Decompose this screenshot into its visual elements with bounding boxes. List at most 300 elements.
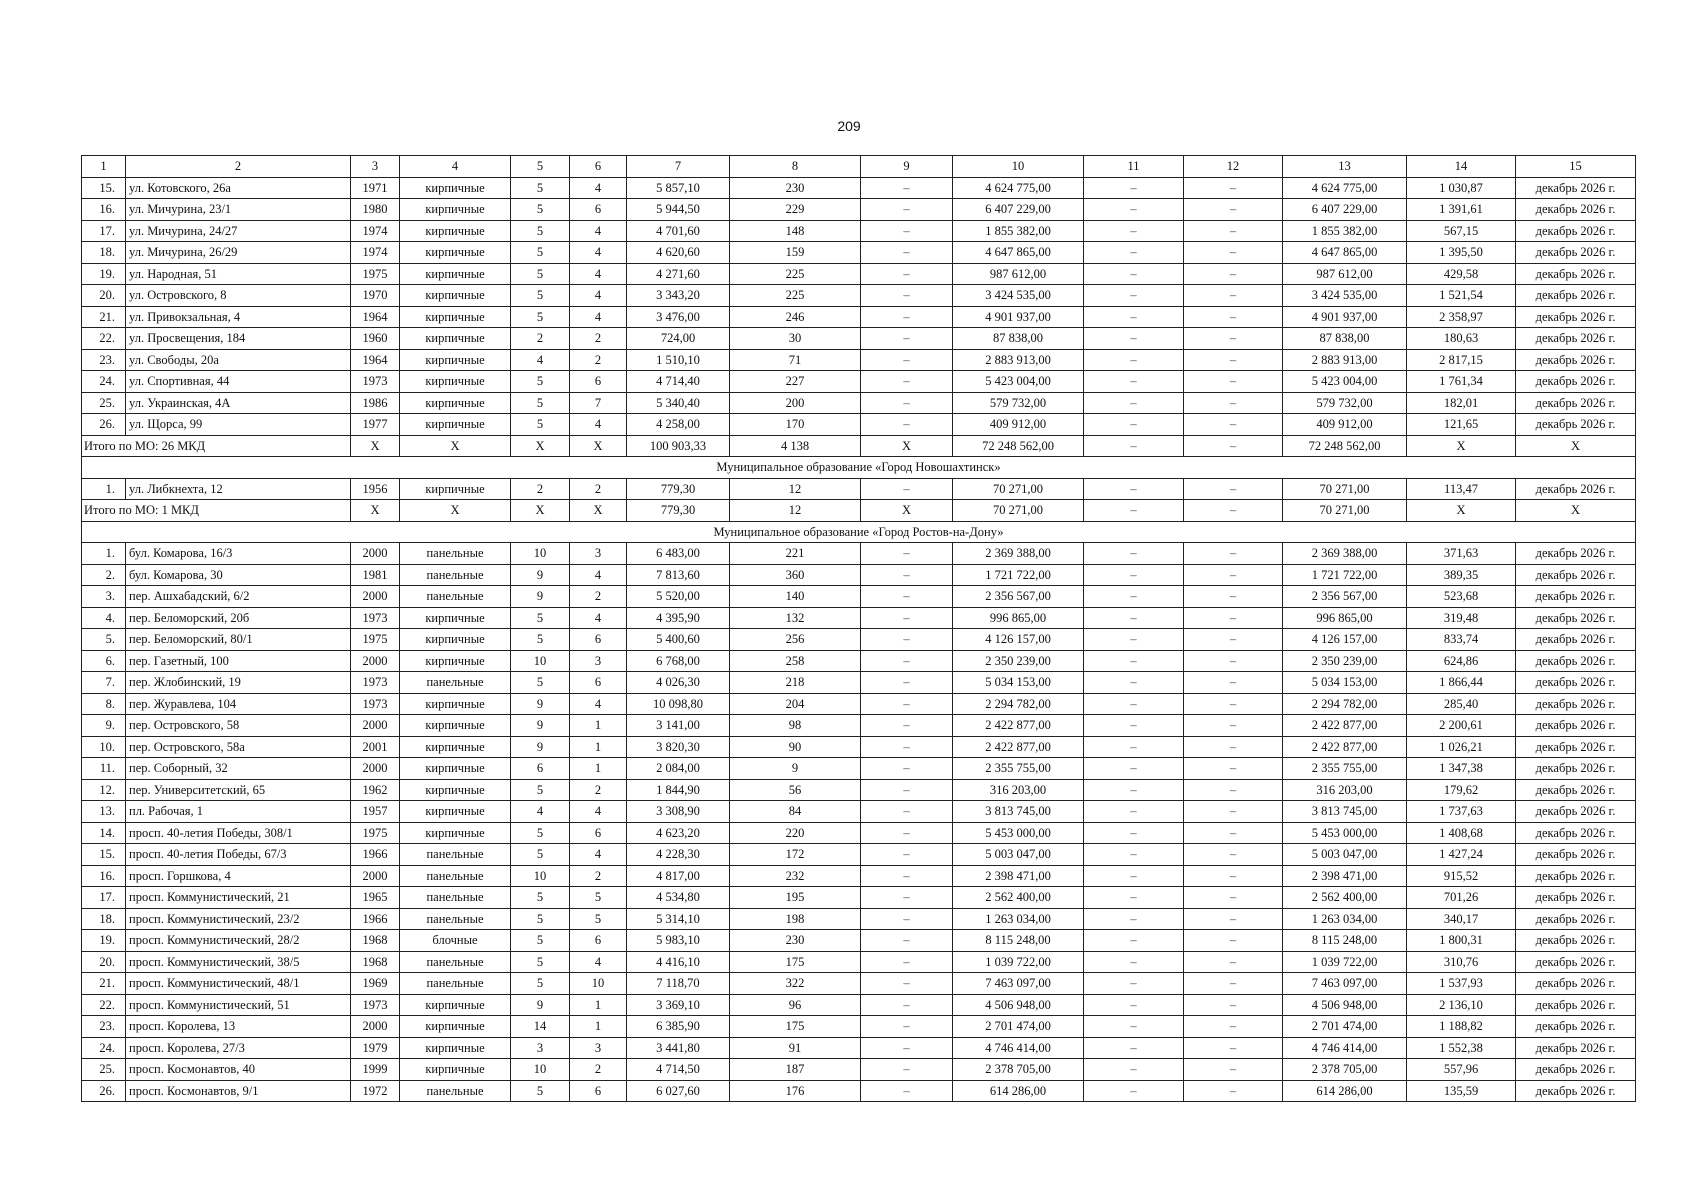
- year-built-cell: 1973: [351, 672, 400, 694]
- column-number-cell: 12: [1184, 156, 1283, 178]
- cost-col-9-cell: –: [861, 629, 953, 651]
- unit-cost-cell: 1 188,82: [1407, 1016, 1516, 1038]
- unit-cost-cell: 1 030,87: [1407, 177, 1516, 199]
- cost-col-12-cell: –: [1184, 199, 1283, 221]
- residents-cell: 230: [730, 177, 861, 199]
- table-row: [82, 672, 1636, 694]
- address-cell: ул. Народная, 51: [126, 263, 351, 285]
- cost-col-12-cell: –: [1184, 672, 1283, 694]
- address-cell: бул. Комарова, 30: [126, 564, 351, 586]
- total-cell: –: [1184, 500, 1283, 522]
- cost-col-11-cell: –: [1084, 779, 1184, 801]
- floors-cell: 5: [511, 242, 570, 264]
- deadline-cell: декабрь 2026 г.: [1516, 865, 1636, 887]
- deadline-cell: декабрь 2026 г.: [1516, 478, 1636, 500]
- wall-material-cell: кирпичные: [400, 607, 511, 629]
- address-cell: пер. Соборный, 32: [126, 758, 351, 780]
- row-index-cell: 5.: [82, 629, 126, 651]
- entrances-cell: 4: [570, 607, 627, 629]
- residents-cell: 204: [730, 693, 861, 715]
- total-area-cell: 3 820,30: [627, 736, 730, 758]
- table-row: [82, 263, 1636, 285]
- residents-cell: 175: [730, 1016, 861, 1038]
- residents-cell: 198: [730, 908, 861, 930]
- column-number-cell: 4: [400, 156, 511, 178]
- deadline-cell: декабрь 2026 г.: [1516, 285, 1636, 307]
- cost-total-cell: 2 701 474,00: [953, 1016, 1084, 1038]
- cost-col-11-cell: –: [1084, 650, 1184, 672]
- entrances-cell: 6: [570, 199, 627, 221]
- total-area-cell: 5 857,10: [627, 177, 730, 199]
- cost-col-9-cell: –: [861, 951, 953, 973]
- residents-cell: 187: [730, 1059, 861, 1081]
- wall-material-cell: кирпичные: [400, 199, 511, 221]
- cost-col-13-cell: 2 369 388,00: [1283, 543, 1407, 565]
- cost-total-cell: 316 203,00: [953, 779, 1084, 801]
- floors-cell: 5: [511, 629, 570, 651]
- wall-material-cell: панельные: [400, 844, 511, 866]
- unit-cost-cell: 1 347,38: [1407, 758, 1516, 780]
- year-built-cell: 1999: [351, 1059, 400, 1081]
- total-area-cell: 3 441,80: [627, 1037, 730, 1059]
- unit-cost-cell: 1 800,31: [1407, 930, 1516, 952]
- floors-cell: 5: [511, 392, 570, 414]
- cost-total-cell: 1 721 722,00: [953, 564, 1084, 586]
- wall-material-cell: кирпичные: [400, 414, 511, 436]
- cost-col-9-cell: –: [861, 994, 953, 1016]
- cost-col-11-cell: –: [1084, 199, 1184, 221]
- cost-col-11-cell: –: [1084, 478, 1184, 500]
- total-cell: Х: [400, 500, 511, 522]
- cost-total-cell: 2 369 388,00: [953, 543, 1084, 565]
- table-row: [82, 715, 1636, 737]
- wall-material-cell: панельные: [400, 1080, 511, 1102]
- row-index-cell: 16.: [82, 865, 126, 887]
- address-cell: просп. Коммунистический, 28/2: [126, 930, 351, 952]
- unit-cost-cell: 557,96: [1407, 1059, 1516, 1081]
- entrances-cell: 3: [570, 1037, 627, 1059]
- cost-total-cell: 2 356 567,00: [953, 586, 1084, 608]
- cost-col-9-cell: –: [861, 693, 953, 715]
- address-cell: пер. Островского, 58: [126, 715, 351, 737]
- cost-col-12-cell: –: [1184, 607, 1283, 629]
- cost-col-13-cell: 2 422 877,00: [1283, 715, 1407, 737]
- wall-material-cell: кирпичные: [400, 242, 511, 264]
- cost-col-12-cell: –: [1184, 1016, 1283, 1038]
- cost-total-cell: 4 506 948,00: [953, 994, 1084, 1016]
- table-row: [82, 801, 1636, 823]
- table-row: [82, 607, 1636, 629]
- floors-cell: 4: [511, 349, 570, 371]
- unit-cost-cell: 1 391,61: [1407, 199, 1516, 221]
- entrances-cell: 1: [570, 1016, 627, 1038]
- total-area-cell: 3 343,20: [627, 285, 730, 307]
- wall-material-cell: кирпичные: [400, 349, 511, 371]
- total-area-cell: 3 308,90: [627, 801, 730, 823]
- row-index-cell: 7.: [82, 672, 126, 694]
- column-number-cell: 15: [1516, 156, 1636, 178]
- cost-col-11-cell: –: [1084, 1016, 1184, 1038]
- row-index-cell: 24.: [82, 371, 126, 393]
- address-cell: пер. Беломорский, 20б: [126, 607, 351, 629]
- cost-col-11-cell: –: [1084, 951, 1184, 973]
- entrances-cell: 4: [570, 220, 627, 242]
- total-area-cell: 7 118,70: [627, 973, 730, 995]
- residents-cell: 90: [730, 736, 861, 758]
- housing-table: [81, 155, 1636, 1102]
- deadline-cell: декабрь 2026 г.: [1516, 887, 1636, 909]
- deadline-cell: декабрь 2026 г.: [1516, 263, 1636, 285]
- total-row: [82, 435, 1636, 457]
- row-index-cell: 15.: [82, 177, 126, 199]
- unit-cost-cell: 319,48: [1407, 607, 1516, 629]
- cost-total-cell: 987 612,00: [953, 263, 1084, 285]
- cost-col-11-cell: –: [1084, 349, 1184, 371]
- year-built-cell: 1977: [351, 414, 400, 436]
- cost-col-12-cell: –: [1184, 414, 1283, 436]
- cost-col-9-cell: –: [861, 564, 953, 586]
- cost-col-9-cell: –: [861, 328, 953, 350]
- entrances-cell: 6: [570, 672, 627, 694]
- cost-col-11-cell: –: [1084, 973, 1184, 995]
- floors-cell: 4: [511, 801, 570, 823]
- entrances-cell: 3: [570, 543, 627, 565]
- entrances-cell: 4: [570, 285, 627, 307]
- cost-col-12-cell: –: [1184, 242, 1283, 264]
- cost-total-cell: 5 453 000,00: [953, 822, 1084, 844]
- row-index-cell: 18.: [82, 908, 126, 930]
- entrances-cell: 3: [570, 650, 627, 672]
- wall-material-cell: кирпичные: [400, 306, 511, 328]
- wall-material-cell: панельные: [400, 951, 511, 973]
- cost-col-13-cell: 3 813 745,00: [1283, 801, 1407, 823]
- wall-material-cell: блочные: [400, 930, 511, 952]
- cost-col-13-cell: 614 286,00: [1283, 1080, 1407, 1102]
- total-cell: Х: [400, 435, 511, 457]
- floors-cell: 5: [511, 672, 570, 694]
- cost-col-9-cell: –: [861, 1037, 953, 1059]
- deadline-cell: декабрь 2026 г.: [1516, 758, 1636, 780]
- total-area-cell: 2 084,00: [627, 758, 730, 780]
- entrances-cell: 6: [570, 822, 627, 844]
- total-cell: Х: [861, 435, 953, 457]
- entrances-cell: 6: [570, 629, 627, 651]
- deadline-cell: декабрь 2026 г.: [1516, 1059, 1636, 1081]
- wall-material-cell: панельные: [400, 908, 511, 930]
- row-index-cell: 22.: [82, 994, 126, 1016]
- column-number-cell: 14: [1407, 156, 1516, 178]
- residents-cell: 176: [730, 1080, 861, 1102]
- year-built-cell: 1956: [351, 478, 400, 500]
- row-index-cell: 8.: [82, 693, 126, 715]
- cost-total-cell: 1 039 722,00: [953, 951, 1084, 973]
- row-index-cell: 17.: [82, 220, 126, 242]
- floors-cell: 5: [511, 951, 570, 973]
- row-index-cell: 23.: [82, 1016, 126, 1038]
- residents-cell: 322: [730, 973, 861, 995]
- residents-cell: 9: [730, 758, 861, 780]
- cost-col-12-cell: –: [1184, 693, 1283, 715]
- address-cell: ул. Привокзальная, 4: [126, 306, 351, 328]
- table-row: [82, 994, 1636, 1016]
- floors-cell: 2: [511, 478, 570, 500]
- year-built-cell: 1975: [351, 822, 400, 844]
- table-row: [82, 1059, 1636, 1081]
- row-index-cell: 16.: [82, 199, 126, 221]
- total-area-cell: 6 027,60: [627, 1080, 730, 1102]
- wall-material-cell: кирпичные: [400, 328, 511, 350]
- residents-cell: 71: [730, 349, 861, 371]
- wall-material-cell: кирпичные: [400, 629, 511, 651]
- entrances-cell: 4: [570, 414, 627, 436]
- total-area-cell: 4 416,10: [627, 951, 730, 973]
- address-cell: просп. Горшкова, 4: [126, 865, 351, 887]
- cost-col-13-cell: 2 356 567,00: [1283, 586, 1407, 608]
- cost-total-cell: 4 901 937,00: [953, 306, 1084, 328]
- residents-cell: 200: [730, 392, 861, 414]
- cost-col-11-cell: –: [1084, 220, 1184, 242]
- unit-cost-cell: 915,52: [1407, 865, 1516, 887]
- column-number-cell: 9: [861, 156, 953, 178]
- column-number-cell: 1: [82, 156, 126, 178]
- deadline-cell: декабрь 2026 г.: [1516, 736, 1636, 758]
- entrances-cell: 2: [570, 865, 627, 887]
- total-cell: 100 903,33: [627, 435, 730, 457]
- cost-col-13-cell: 3 424 535,00: [1283, 285, 1407, 307]
- residents-cell: 246: [730, 306, 861, 328]
- address-cell: ул. Щорса, 99: [126, 414, 351, 436]
- cost-col-9-cell: –: [861, 887, 953, 909]
- year-built-cell: 2000: [351, 1016, 400, 1038]
- entrances-cell: 4: [570, 801, 627, 823]
- table-row: [82, 392, 1636, 414]
- cost-total-cell: 1 263 034,00: [953, 908, 1084, 930]
- year-built-cell: 1966: [351, 908, 400, 930]
- total-cell: 4 138: [730, 435, 861, 457]
- cost-col-9-cell: –: [861, 371, 953, 393]
- cost-col-11-cell: –: [1084, 715, 1184, 737]
- wall-material-cell: панельные: [400, 564, 511, 586]
- floors-cell: 6: [511, 758, 570, 780]
- entrances-cell: 2: [570, 586, 627, 608]
- unit-cost-cell: 2 136,10: [1407, 994, 1516, 1016]
- floors-cell: 5: [511, 822, 570, 844]
- unit-cost-cell: 285,40: [1407, 693, 1516, 715]
- cost-col-13-cell: 579 732,00: [1283, 392, 1407, 414]
- address-cell: ул. Мичурина, 23/1: [126, 199, 351, 221]
- table-row: [82, 736, 1636, 758]
- residents-cell: 227: [730, 371, 861, 393]
- residents-cell: 170: [730, 414, 861, 436]
- wall-material-cell: кирпичные: [400, 1016, 511, 1038]
- cost-col-9-cell: –: [861, 865, 953, 887]
- row-index-cell: 25.: [82, 392, 126, 414]
- cost-total-cell: 579 732,00: [953, 392, 1084, 414]
- cost-col-9-cell: –: [861, 285, 953, 307]
- total-area-cell: 5 340,40: [627, 392, 730, 414]
- table-row: [82, 629, 1636, 651]
- cost-col-13-cell: 409 912,00: [1283, 414, 1407, 436]
- residents-cell: 140: [730, 586, 861, 608]
- residents-cell: 256: [730, 629, 861, 651]
- row-index-cell: 24.: [82, 1037, 126, 1059]
- row-index-cell: 14.: [82, 822, 126, 844]
- residents-cell: 132: [730, 607, 861, 629]
- row-index-cell: 2.: [82, 564, 126, 586]
- wall-material-cell: кирпичные: [400, 220, 511, 242]
- column-number-cell: 10: [953, 156, 1084, 178]
- cost-col-11-cell: –: [1084, 930, 1184, 952]
- row-index-cell: 25.: [82, 1059, 126, 1081]
- total-area-cell: 5 400,60: [627, 629, 730, 651]
- total-cell: Х: [511, 500, 570, 522]
- floors-cell: 9: [511, 586, 570, 608]
- cost-col-12-cell: –: [1184, 564, 1283, 586]
- deadline-cell: декабрь 2026 г.: [1516, 607, 1636, 629]
- table-row: [82, 586, 1636, 608]
- total-area-cell: 724,00: [627, 328, 730, 350]
- residents-cell: 229: [730, 199, 861, 221]
- year-built-cell: 1966: [351, 844, 400, 866]
- cost-col-9-cell: –: [861, 242, 953, 264]
- residents-cell: 84: [730, 801, 861, 823]
- total-cell: Х: [1516, 500, 1636, 522]
- floors-cell: 5: [511, 177, 570, 199]
- deadline-cell: декабрь 2026 г.: [1516, 1016, 1636, 1038]
- section-title-row: [82, 457, 1636, 479]
- cost-col-9-cell: –: [861, 908, 953, 930]
- column-number-cell: 13: [1283, 156, 1407, 178]
- residents-cell: 220: [730, 822, 861, 844]
- cost-total-cell: 7 463 097,00: [953, 973, 1084, 995]
- cost-col-11-cell: –: [1084, 822, 1184, 844]
- section-title: Муниципальное образование «Город Ростов-на-Дону»: [82, 521, 1636, 543]
- unit-cost-cell: 1 761,34: [1407, 371, 1516, 393]
- total-area-cell: 4 701,60: [627, 220, 730, 242]
- unit-cost-cell: 135,59: [1407, 1080, 1516, 1102]
- residents-cell: 225: [730, 285, 861, 307]
- total-area-cell: 4 228,30: [627, 844, 730, 866]
- wall-material-cell: панельные: [400, 887, 511, 909]
- residents-cell: 172: [730, 844, 861, 866]
- floors-cell: 5: [511, 887, 570, 909]
- wall-material-cell: кирпичные: [400, 392, 511, 414]
- floors-cell: 5: [511, 199, 570, 221]
- residents-cell: 148: [730, 220, 861, 242]
- deadline-cell: декабрь 2026 г.: [1516, 543, 1636, 565]
- total-area-cell: 5 944,50: [627, 199, 730, 221]
- total-area-cell: 4 271,60: [627, 263, 730, 285]
- cost-total-cell: 4 126 157,00: [953, 629, 1084, 651]
- cost-col-11-cell: –: [1084, 586, 1184, 608]
- total-label: Итого по МО: 1 МКД: [82, 500, 351, 522]
- wall-material-cell: кирпичные: [400, 715, 511, 737]
- cost-total-cell: 614 286,00: [953, 1080, 1084, 1102]
- cost-col-12-cell: –: [1184, 758, 1283, 780]
- unit-cost-cell: 2 817,15: [1407, 349, 1516, 371]
- address-cell: просп. Космонавтов, 40: [126, 1059, 351, 1081]
- unit-cost-cell: 1 395,50: [1407, 242, 1516, 264]
- cost-col-9-cell: –: [861, 650, 953, 672]
- address-cell: бул. Комарова, 16/3: [126, 543, 351, 565]
- wall-material-cell: панельные: [400, 973, 511, 995]
- deadline-cell: декабрь 2026 г.: [1516, 844, 1636, 866]
- floors-cell: 5: [511, 220, 570, 242]
- cost-total-cell: 3 813 745,00: [953, 801, 1084, 823]
- unit-cost-cell: 2 200,61: [1407, 715, 1516, 737]
- cost-col-11-cell: –: [1084, 242, 1184, 264]
- cost-col-11-cell: –: [1084, 994, 1184, 1016]
- deadline-cell: декабрь 2026 г.: [1516, 801, 1636, 823]
- deadline-cell: декабрь 2026 г.: [1516, 392, 1636, 414]
- cost-col-9-cell: –: [861, 177, 953, 199]
- cost-col-11-cell: –: [1084, 285, 1184, 307]
- entrances-cell: 4: [570, 306, 627, 328]
- cost-col-12-cell: –: [1184, 177, 1283, 199]
- unit-cost-cell: 113,47: [1407, 478, 1516, 500]
- wall-material-cell: панельные: [400, 865, 511, 887]
- cost-col-9-cell: –: [861, 263, 953, 285]
- floors-cell: 9: [511, 564, 570, 586]
- table-row: [82, 371, 1636, 393]
- table-row: [82, 887, 1636, 909]
- residents-cell: 218: [730, 672, 861, 694]
- cost-col-11-cell: –: [1084, 392, 1184, 414]
- row-index-cell: 9.: [82, 715, 126, 737]
- unit-cost-cell: 1 521,54: [1407, 285, 1516, 307]
- floors-cell: 10: [511, 1059, 570, 1081]
- cost-col-13-cell: 1 263 034,00: [1283, 908, 1407, 930]
- cost-col-11-cell: –: [1084, 693, 1184, 715]
- year-built-cell: 1960: [351, 328, 400, 350]
- total-area-cell: 5 314,10: [627, 908, 730, 930]
- entrances-cell: 4: [570, 564, 627, 586]
- cost-col-12-cell: –: [1184, 285, 1283, 307]
- table-row: [82, 951, 1636, 973]
- table-row: [82, 564, 1636, 586]
- cost-col-9-cell: –: [861, 672, 953, 694]
- entrances-cell: 4: [570, 844, 627, 866]
- cost-col-13-cell: 5 423 004,00: [1283, 371, 1407, 393]
- year-built-cell: 2001: [351, 736, 400, 758]
- floors-cell: 10: [511, 865, 570, 887]
- unit-cost-cell: 429,58: [1407, 263, 1516, 285]
- total-area-cell: 3 476,00: [627, 306, 730, 328]
- cost-col-12-cell: –: [1184, 865, 1283, 887]
- wall-material-cell: кирпичные: [400, 779, 511, 801]
- column-number-cell: 11: [1084, 156, 1184, 178]
- cost-col-9-cell: –: [861, 478, 953, 500]
- cost-col-13-cell: 316 203,00: [1283, 779, 1407, 801]
- cost-col-11-cell: –: [1084, 1037, 1184, 1059]
- year-built-cell: 1980: [351, 199, 400, 221]
- table-row: [82, 1080, 1636, 1102]
- row-index-cell: 10.: [82, 736, 126, 758]
- row-index-cell: 20.: [82, 951, 126, 973]
- cost-col-11-cell: –: [1084, 263, 1184, 285]
- entrances-cell: 10: [570, 973, 627, 995]
- deadline-cell: декабрь 2026 г.: [1516, 951, 1636, 973]
- cost-col-13-cell: 4 647 865,00: [1283, 242, 1407, 264]
- cost-col-13-cell: 2 883 913,00: [1283, 349, 1407, 371]
- unit-cost-cell: 340,17: [1407, 908, 1516, 930]
- row-index-cell: 26.: [82, 414, 126, 436]
- cost-col-13-cell: 2 350 239,00: [1283, 650, 1407, 672]
- entrances-cell: 1: [570, 758, 627, 780]
- cost-col-11-cell: –: [1084, 1059, 1184, 1081]
- address-cell: ул. Свободы, 20а: [126, 349, 351, 371]
- total-area-cell: 3 141,00: [627, 715, 730, 737]
